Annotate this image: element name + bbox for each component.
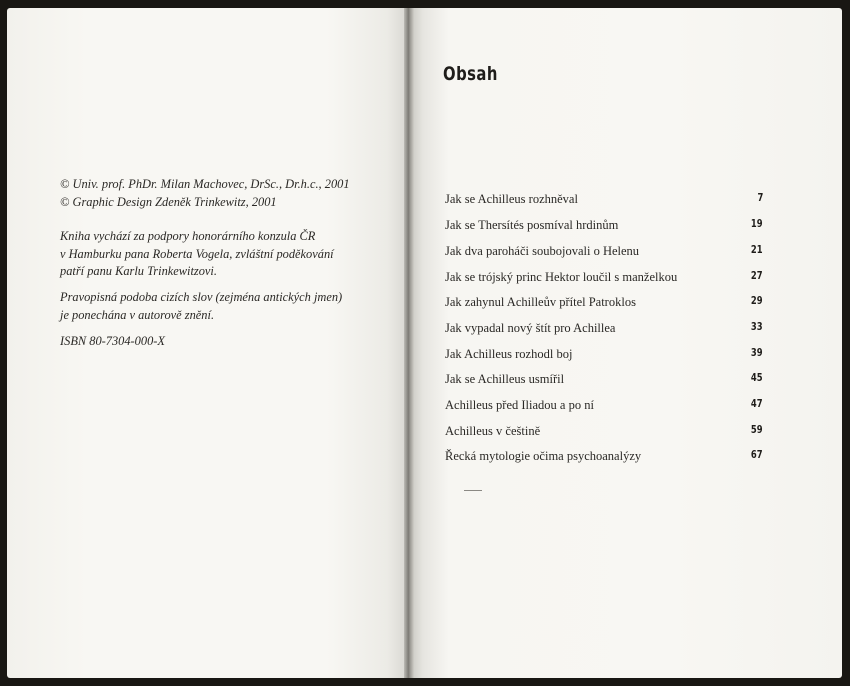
support-note — [60, 228, 334, 281]
toc-entry — [445, 218, 763, 236]
isbn — [60, 333, 165, 351]
toc-entry-title: Jak dva paroháči soubojovali o Helenu — [445, 244, 640, 258]
orthography-note — [60, 289, 342, 324]
toc-entry — [445, 347, 763, 365]
toc-entry-page: 47 — [751, 398, 763, 410]
toc-entry-page: 59 — [751, 424, 763, 436]
toc-entry-title: Achilleus před Iliadou a po ní — [445, 398, 594, 412]
toc-entry-title: Jak se Achilleus usmířil — [445, 372, 565, 386]
toc-entry-page: 39 — [751, 347, 763, 359]
toc-entry-title: Jak se Thersítés posmíval hrdinům — [445, 218, 619, 232]
toc-entry — [445, 449, 763, 467]
toc-entry-page: 27 — [751, 270, 763, 282]
toc-entry — [445, 295, 763, 313]
toc-entry-title: Jak se trójský princ Hektor loučil s manželkou — [445, 270, 678, 284]
toc-entry-title: Jak se Achilleus rozhněval — [445, 192, 578, 206]
toc-entry-page: 33 — [751, 321, 763, 333]
support-line: patří panu Karlu Trinkewitzovi. — [60, 264, 217, 278]
toc-entry-page: 29 — [751, 295, 763, 307]
toc-entry-page: 67 — [751, 449, 763, 461]
support-line: Kniha vychází za podpory honorárního konzula ČR — [60, 229, 316, 243]
toc-entry — [445, 398, 763, 416]
support-line: v Hamburku pana Roberta Vogela, zvláštní poděkování — [60, 246, 334, 261]
toc-entry — [445, 321, 763, 339]
orthography-line: Pravopisná podoba cizích slov (zejména antických jmen) — [60, 290, 343, 304]
right-page — [410, 8, 842, 678]
orthography-line: je ponechána v autorově znění. — [60, 307, 215, 322]
toc-entry-page: 19 — [751, 218, 763, 230]
isbn-text: ISBN 80-7304-000-X — [60, 334, 165, 348]
toc-entry-title: Řecká mytologie očima psychoanalýzy — [445, 449, 642, 463]
toc-entry-page: 21 — [751, 244, 763, 256]
toc-title: Obsah — [443, 63, 498, 85]
toc-entry — [445, 424, 763, 442]
toc-entry-page: 45 — [751, 372, 763, 384]
toc-entry-title: Jak Achilleus rozhodl boj — [445, 347, 573, 361]
toc-entry — [445, 270, 763, 288]
toc-entry — [445, 192, 763, 210]
copyright-line: © Univ. prof. PhDr. Milan Machovec, DrSc., Dr.h.c., 2001 — [60, 177, 350, 191]
toc-entry-title: Jak zahynul Achilleův přítel Patroklos — [445, 295, 636, 309]
toc-entry — [445, 372, 763, 390]
copyright-block — [60, 176, 350, 211]
separator-dash — [464, 490, 482, 491]
toc-entry — [445, 244, 763, 262]
book-gutter — [404, 8, 414, 678]
copyright-line: © Graphic Design Zdeněk Trinkewitz, 2001 — [60, 194, 277, 209]
toc-entry-title: Jak vypadal nový štít pro Achillea — [445, 321, 616, 335]
toc-entry-title: Achilleus v češtině — [445, 424, 541, 438]
toc-entry-page: 7 — [757, 192, 763, 204]
